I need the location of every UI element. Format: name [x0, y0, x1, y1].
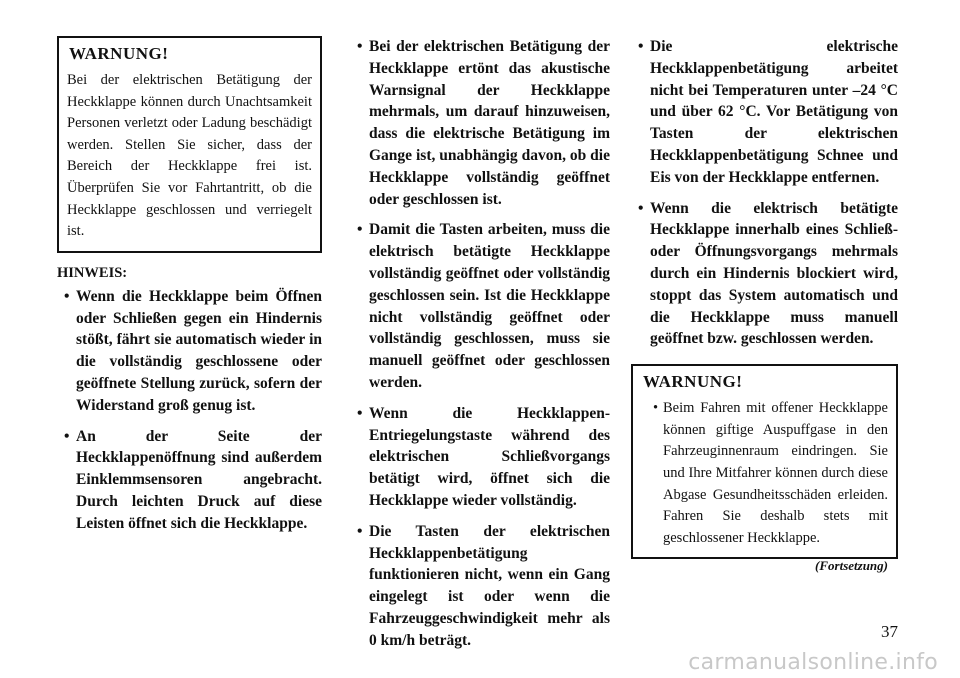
bullet-item: • An der Seite der Heckklappenöffnung sind außerdem Einklemmsensoren angebracht. Durch leichten Druck auf diese Leisten öffnet sich die Heckklappe. [57, 426, 322, 535]
bullet-item: • Wenn die Heckklappe beim Öffnen oder Schließen gegen ein Hindernis stößt, fährt sie automatisch wieder in die vollständig geschlossene oder geöffnete Stellung zurück, sofern der Widerstand groß genug ist. [57, 286, 322, 417]
note-label: HINWEIS: [57, 264, 128, 281]
bullet-list [350, 36, 610, 652]
warning-title: WARNUNG! [69, 44, 169, 63]
bullet-item: • Damit die Tasten arbeiten, muss die elektrisch betätigte Heckklappe vollständig geöffnet oder vollständig geschlossen sein. Ist die Heckklappe nicht vollständig geöffnet oder vollständig geschlossen, muss sie manuell geöffnet oder geschlossen werden. [350, 219, 610, 393]
bullet-list [631, 36, 898, 350]
warning-text: Bei der elektrischen Betätigung der Heckklappe können durch Unachtsamkeit Personen verletzt oder Ladung beschädigt werden. Stellen Sie sicher, dass der Bereich der Heckklappe frei ist. Überprüfen Sie vor Fahrtantritt, ob die Heckklappe geschlossen und verriegelt ist. [67, 72, 312, 240]
note-bullet-list [57, 286, 322, 535]
warning-box [57, 36, 322, 253]
bullet-item: • Die Tasten der elektrischen Heckklappenbetätigung funktionieren nicht, wenn ein Gang eingelegt ist oder wenn die Fahrzeuggeschwindigkeit mehr als 0 km/h beträgt. [350, 521, 610, 652]
watermark: carmanualsonline.info [688, 650, 938, 675]
warning-bullet-item: • Beim Fahren mit offener Heckklappe können giftige Auspuffgase in den Fahrzeuginnenraum eindringen. Sie und Ihre Mitfahrer können durch diese Abgase Gesundheitsschäden erleiden. Fahren Sie deshalb stets mit geschlossener Heckklappe. [641, 398, 888, 549]
warning-bullet-list [641, 398, 888, 549]
column-2 [350, 36, 610, 661]
column-3 [631, 36, 898, 559]
continuation-note: (Fortsetzung) [815, 558, 888, 573]
bullet-item: • Wenn die elektrisch betätigte Heckklappe innerhalb eines Schließ- oder Öffnungsvorgangs mehrmals durch ein Hindernis blockiert wird, stoppt das System automatisch und die Heckklappe muss manuell geöffnet bzw. geschlossen werden. [631, 198, 898, 351]
warning-box [631, 364, 898, 559]
bullet-item: • Wenn die Heckklappen-Entriegelungstaste während des elektrischen Schließvorgangs betätigt wird, öffnet sich die Heckklappe wieder vollständig. [350, 403, 610, 512]
warning-title: WARNUNG! [643, 372, 743, 392]
page-number: 37 [881, 622, 898, 641]
bullet-item: • Bei der elektrischen Betätigung der Heckklappe ertönt das akustische Warnsignal der Heckklappe mehrmals, um darauf hinzuweisen, dass die elektrische Betätigung im Gange ist, unabhängig davon, ob die Heckklappe vollständig geöffnet oder geschlossen ist. [350, 36, 610, 210]
bullet-item: • Die elektrische Heckklappenbetätigung arbeitet nicht bei Temperaturen unter –24 °C und über 62 °C. Vor Betätigung von Tasten der elektrischen Heckklappenbetätigung Schnee und Eis von der Heckklappe entfernen. [631, 36, 898, 189]
column-1 [57, 36, 322, 544]
